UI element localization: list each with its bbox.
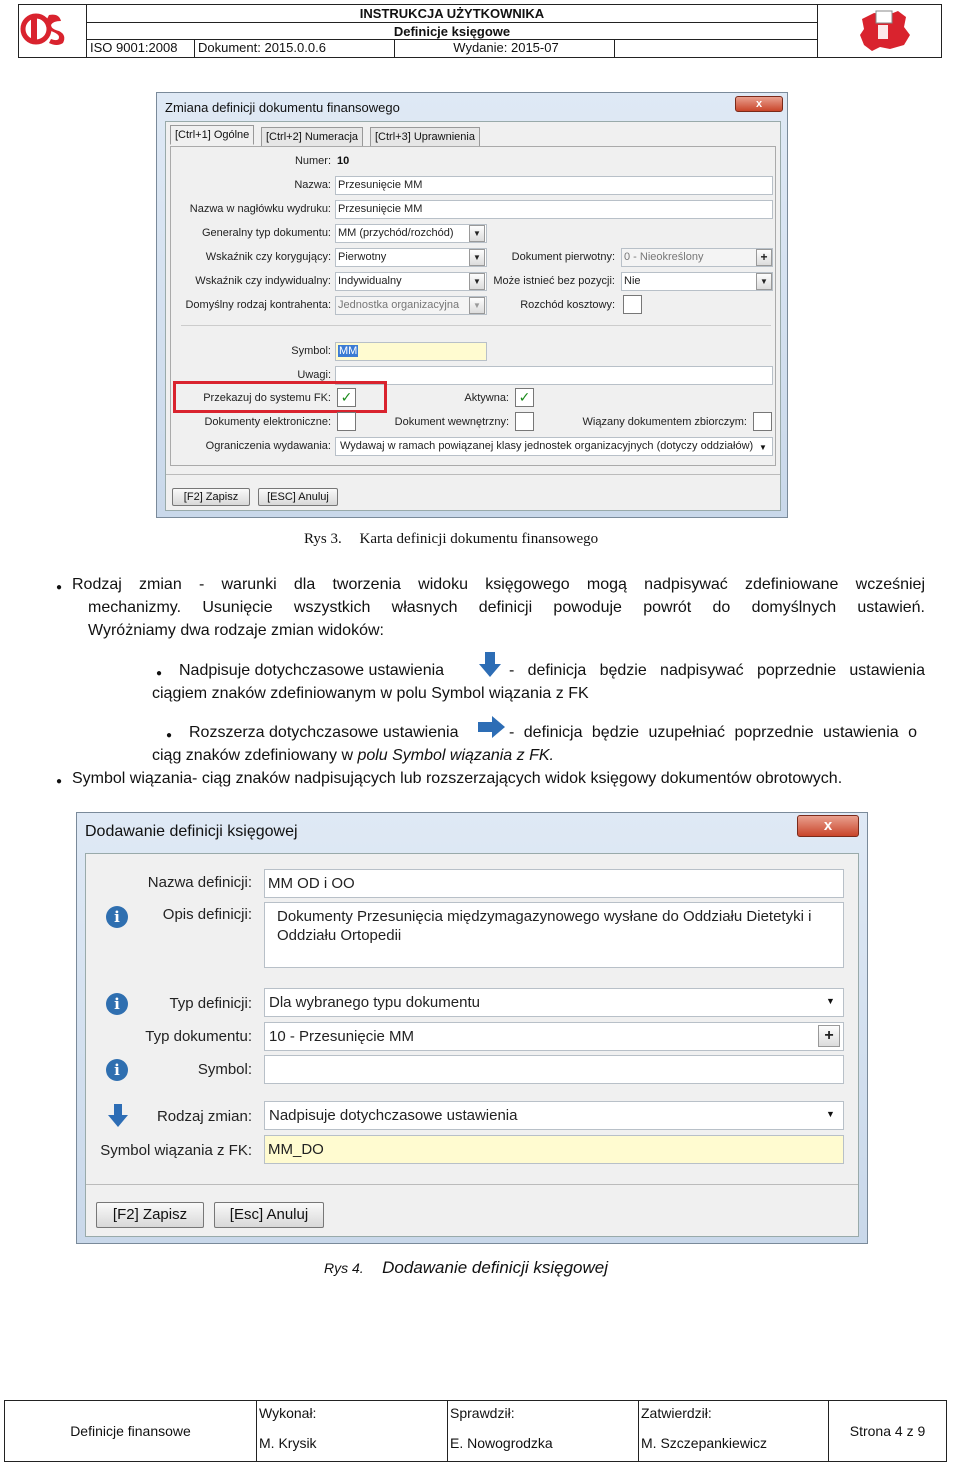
chevron-down-icon[interactable]: ▼ [826,1109,835,1119]
fk-binding-symbol-label: Symbol wiązania z FK: [100,1142,252,1159]
contractor-type-label: Domyślny rodzaj kontrahenta: [185,299,331,311]
cost-expense-checkbox[interactable] [623,295,642,314]
number-label: Numer: [294,155,331,167]
close-button[interactable]: x [735,96,783,112]
collective-doc-checkbox[interactable] [753,412,772,431]
overwrite-description-cont: - definicja będzie nadpisywać poprzednie ustawienia [509,662,925,679]
issue-restrictions-label: Ograniczenia wydawania: [205,440,331,452]
change-type-select[interactable]: Nadpisuje dotychczasowe ustawienia [264,1101,844,1130]
notes-input[interactable] [335,366,773,385]
electronic-docs-label: Dokumenty elektroniczne: [204,416,331,428]
divider [86,1184,858,1185]
extend-description-cont: - definicja będzie uzupełniać poprzednie ustawienia o [509,724,917,741]
bullet-icon: ● [56,582,63,593]
symbol-input[interactable] [335,342,487,361]
page-number: Strona 4 z 9 [849,1423,926,1439]
info-icon[interactable]: i [106,1059,128,1081]
cancel-button[interactable]: [Esc] Anuluj [214,1202,324,1228]
chevron-down-icon[interactable]: ▼ [469,225,485,242]
checked-by-name: E. Nowogrodzka [450,1435,553,1451]
page-header [18,4,942,58]
active-checkbox[interactable]: ✓ [515,388,534,407]
original-document-input[interactable]: 0 - Nieokreślony [621,248,773,267]
edition-date: Wydanie: 2015-07 [395,40,615,57]
divider [166,474,780,475]
figure-title: Dodawanie definicji księgowej [382,1258,608,1277]
chevron-down-icon[interactable]: ▼ [469,249,485,266]
dialog-client-area [85,853,859,1237]
document-type-label: Typ dokumentu: [145,1028,252,1045]
arrow-down-icon [478,652,502,678]
plus-icon[interactable]: + [818,1025,840,1047]
paragraph-line: Symbol wiązania- ciąg znaków nadpisujących lub rozszerzających widok księgowy dokumentów obrotowych. [72,770,843,787]
info-icon[interactable]: i [106,993,128,1015]
cancel-button[interactable]: [ESC] Anuluj [258,488,338,506]
overwrite-description-cont: ciągiem znaków zdefiniowanym w polu Symbol wiązania z FK [152,685,589,702]
contractor-type-select[interactable]: Jednostka organizacyjna [335,296,487,315]
chevron-down-icon[interactable]: ▼ [756,273,772,290]
figure-title: Karta definicji dokumentu finansowego [359,531,599,547]
bullet-icon: ● [166,730,173,741]
description-line: Oddziału Ortopedii [277,927,402,944]
symbol-label: Symbol: [291,345,331,357]
footer-made-by [257,1401,448,1461]
approved-by-label: Zatwierdził: [641,1405,712,1421]
print-header-label: Nazwa w nagłówku wydruku: [189,203,331,215]
figure-caption-2 [324,1258,608,1278]
correcting-select[interactable]: Pierwotny [335,248,487,267]
correcting-label: Wskaźnik czy korygujący: [205,251,331,263]
internal-doc-label: Dokument wewnętrzny: [394,416,509,428]
definition-description-label: Opis definicji: [162,906,252,923]
chevron-down-icon[interactable]: ▼ [469,297,485,314]
symbol-label: Symbol: [197,1061,252,1078]
approved-by-name: M. Szczepankiewicz [641,1435,768,1451]
certification-badge [817,5,941,57]
dialog-title: Zmiana definicji dokumentu finansowego [165,100,400,115]
send-to-fk-label: Przekazuj do systemu FK: [203,392,331,404]
definition-name-label: Nazwa definicji: [147,874,252,891]
save-button[interactable]: [F2] Zapisz [96,1202,204,1228]
cost-expense-label: Rozchód kosztowy: [520,299,615,311]
footer-checked-by [448,1401,639,1461]
individual-select[interactable]: Indywidualny [335,272,487,291]
dialog-title: Dodawanie definicji księgowej [85,823,298,840]
name-input[interactable]: Przesunięcie MM [335,176,773,195]
arrow-down-icon [108,1104,128,1128]
extend-description-cont [152,744,554,767]
footer-approved-by [639,1401,829,1461]
save-button[interactable]: [F2] Zapisz [172,488,250,506]
plus-icon[interactable]: + [756,249,772,266]
change-type-label: Rodzaj zmian: [156,1108,252,1125]
document-type-input[interactable]: 10 - Przesunięcie MM [264,1022,844,1051]
bullet-icon: ● [156,668,163,679]
poland-map-icon [818,5,940,55]
bullet-icon: ● [56,776,63,787]
paragraph-line: Rodzaj zmian - warunki dla tworzenia widoku księgowego mogą nadpisywać zdefiniowane wcześniej [72,576,925,593]
extend-description: Rozszerza dotychczasowe ustawienia [189,724,459,741]
chevron-down-icon[interactable]: ▼ [826,996,835,1006]
original-document-label: Dokument pierwotny: [511,251,615,263]
paragraph-line: mechanizmy. Usunięcie wszystkich własnych definicji powoduje powrót do domyślnych ustawień. [88,599,925,616]
figure-caption-1 [304,531,598,548]
overwrite-description: Nadpisuje dotychczasowe ustawienia [179,662,445,679]
tab-panel-general [170,146,776,466]
checked-by-label: Sprawdził: [450,1405,515,1421]
extend-description-text: ciąg znaków zdefiniowany w [152,747,358,764]
definition-type-select[interactable]: Dla wybranego typu dokumentu [264,988,844,1017]
page-footer [4,1400,947,1462]
symbol-input[interactable] [264,1055,844,1084]
name-label: Nazwa: [294,179,331,191]
company-logo [19,5,87,57]
edit-financial-document-dialog [156,92,788,518]
electronic-docs-checkbox[interactable] [337,412,356,431]
doc-type-label: Generalny typ dokumentu: [201,227,331,239]
ks-logo-icon [19,5,85,55]
figure-number: Rys 3. [304,531,342,547]
close-button[interactable]: x [797,815,859,837]
active-label: Aktywna: [464,392,509,404]
collective-doc-label: Wiązany dokumentem zbiorczym: [582,416,747,428]
definition-description-input[interactable] [264,902,844,968]
doc-type-select[interactable]: MM (przychód/rozchód) [335,224,487,243]
document-version: Dokument: 2015.0.0.6 [195,40,395,57]
chevron-down-icon[interactable]: ▼ [759,443,767,452]
doc-subject: Definicje księgowe [87,23,817,40]
tab-numbering[interactable]: [Ctrl+2] Numeracja [261,127,363,147]
extend-description-emphasis: polu Symbol wiązania z FK. [357,747,554,764]
internal-doc-checkbox[interactable] [515,412,534,431]
no-items-label: Może istnieć bez pozycji: [493,275,615,287]
dialog-client-area [165,121,781,511]
definition-type-label: Typ definicji: [169,995,252,1012]
doc-type-title: INSTRUKCJA UŻYTKOWNIKA [87,5,817,23]
add-accounting-definition-dialog [76,812,868,1244]
no-items-select[interactable]: Nie [621,272,773,291]
tab-general[interactable]: [Ctrl+1] Ogólne [170,125,254,145]
arrow-right-icon [478,716,506,738]
description-line: Dokumenty Przesunięcia międzymagazynowego wysłane do Oddziału Dietetyki i [277,908,812,925]
chevron-down-icon[interactable]: ▼ [469,273,485,290]
made-by-name: M. Krysik [259,1435,317,1451]
tab-permissions[interactable]: [Ctrl+3] Uprawnienia [370,127,480,147]
footer-document-name: Definicje finansowe [5,1401,257,1461]
issue-restrictions-select[interactable]: Wydawaj w ramach powiązanej klasy jednostek organizacyjnych (dotyczy oddziałów) [335,437,773,456]
print-header-input[interactable]: Przesunięcie MM [335,200,773,219]
paragraph-line: Wyróżniamy dwa rodzaje zmian widoków: [88,622,384,639]
individual-label: Wskaźnik czy indywidualny: [195,275,331,287]
info-icon[interactable]: i [106,906,128,928]
figure-number: Rys 4. [324,1260,364,1276]
definition-name-input[interactable]: MM OD i OO [264,869,844,898]
divider [181,325,771,326]
made-by-label: Wykonał: [259,1405,317,1421]
symbol-selected-text: MM [339,345,358,357]
notes-label: Uwagi: [297,369,331,381]
iso-standard: ISO 9001:2008 [87,40,195,57]
number-value: 10 [337,155,350,167]
fk-binding-symbol-input[interactable]: MM_DO [264,1135,844,1164]
send-to-fk-checkbox[interactable]: ✓ [337,388,356,407]
